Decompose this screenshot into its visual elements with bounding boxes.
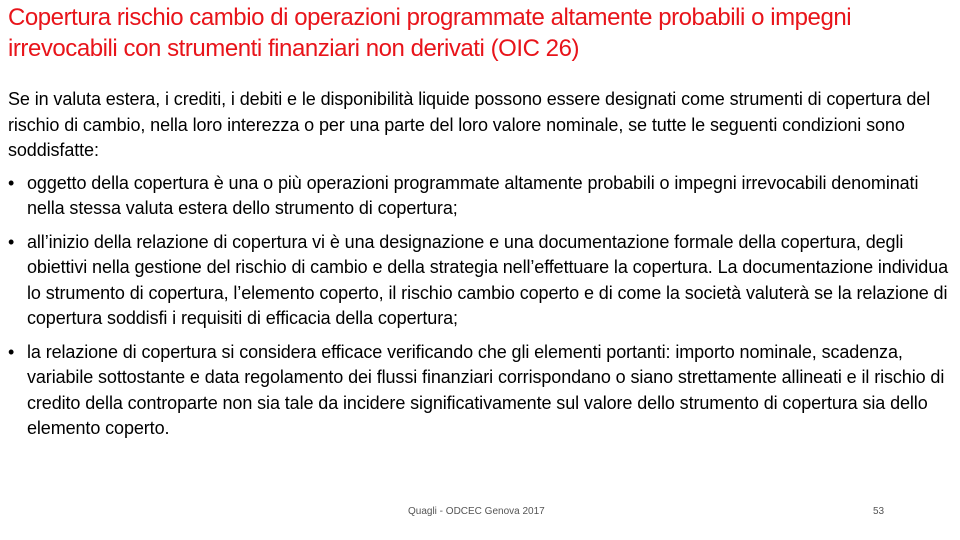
condition-item (8, 230, 956, 332)
page-number: 53 (873, 506, 885, 517)
condition-item (8, 171, 956, 222)
bullet-icon: • (8, 231, 15, 252)
intro-paragraph: Se in valuta estera, i crediti, i debiti e le disponibilità liquide possono essere designati come strumenti di copertura del rischio di cambio, nella loro interezza o per una parte del loro valore nominale, se tutte le seguenti condizioni sono soddisfatte: (8, 89, 931, 160)
bullet-icon: • (8, 172, 15, 193)
conditions-list (8, 171, 956, 442)
condition-text: oggetto della copertura è una o più operazioni programmate altamente probabili o impegni irrevocabili denominati nella stessa valuta estera dello strumento di copertura; (27, 172, 919, 218)
slide-footer: Quagli - ODCEC Genova 2017 (408, 506, 545, 517)
condition-item (8, 340, 956, 442)
bullet-icon: • (8, 341, 15, 362)
condition-text: la relazione di copertura si considera efficace verificando che gli elementi portanti: importo nominale, scadenza, variabile sottostante e data regolamento dei flussi finanziari corrispondano o siano strettamente allineati e il rischio di credito della controparte non sia tale da incidere significativamente sul valore dello strumento di copertura sia dello elemento coperto. (27, 341, 945, 438)
condition-text: all’inizio della relazione di copertura vi è una designazione e una documentazione formale della copertura, degli obiettivi nella gestione del rischio di cambio e della strategia nell’effettuare la copertura. La documentazione individua lo strumento di copertura, l’elemento coperto, il rischio cambio coperto e di come la società valuterà se la relazione di copertura soddisfi i requisiti di efficacia della copertura; (27, 231, 949, 328)
slide-body (8, 87, 956, 450)
slide-title: Copertura rischio cambio di operazioni programmate altamente probabili o impegni irrevocabili con strumenti finanziari non derivati (OIC 26) (8, 4, 852, 62)
